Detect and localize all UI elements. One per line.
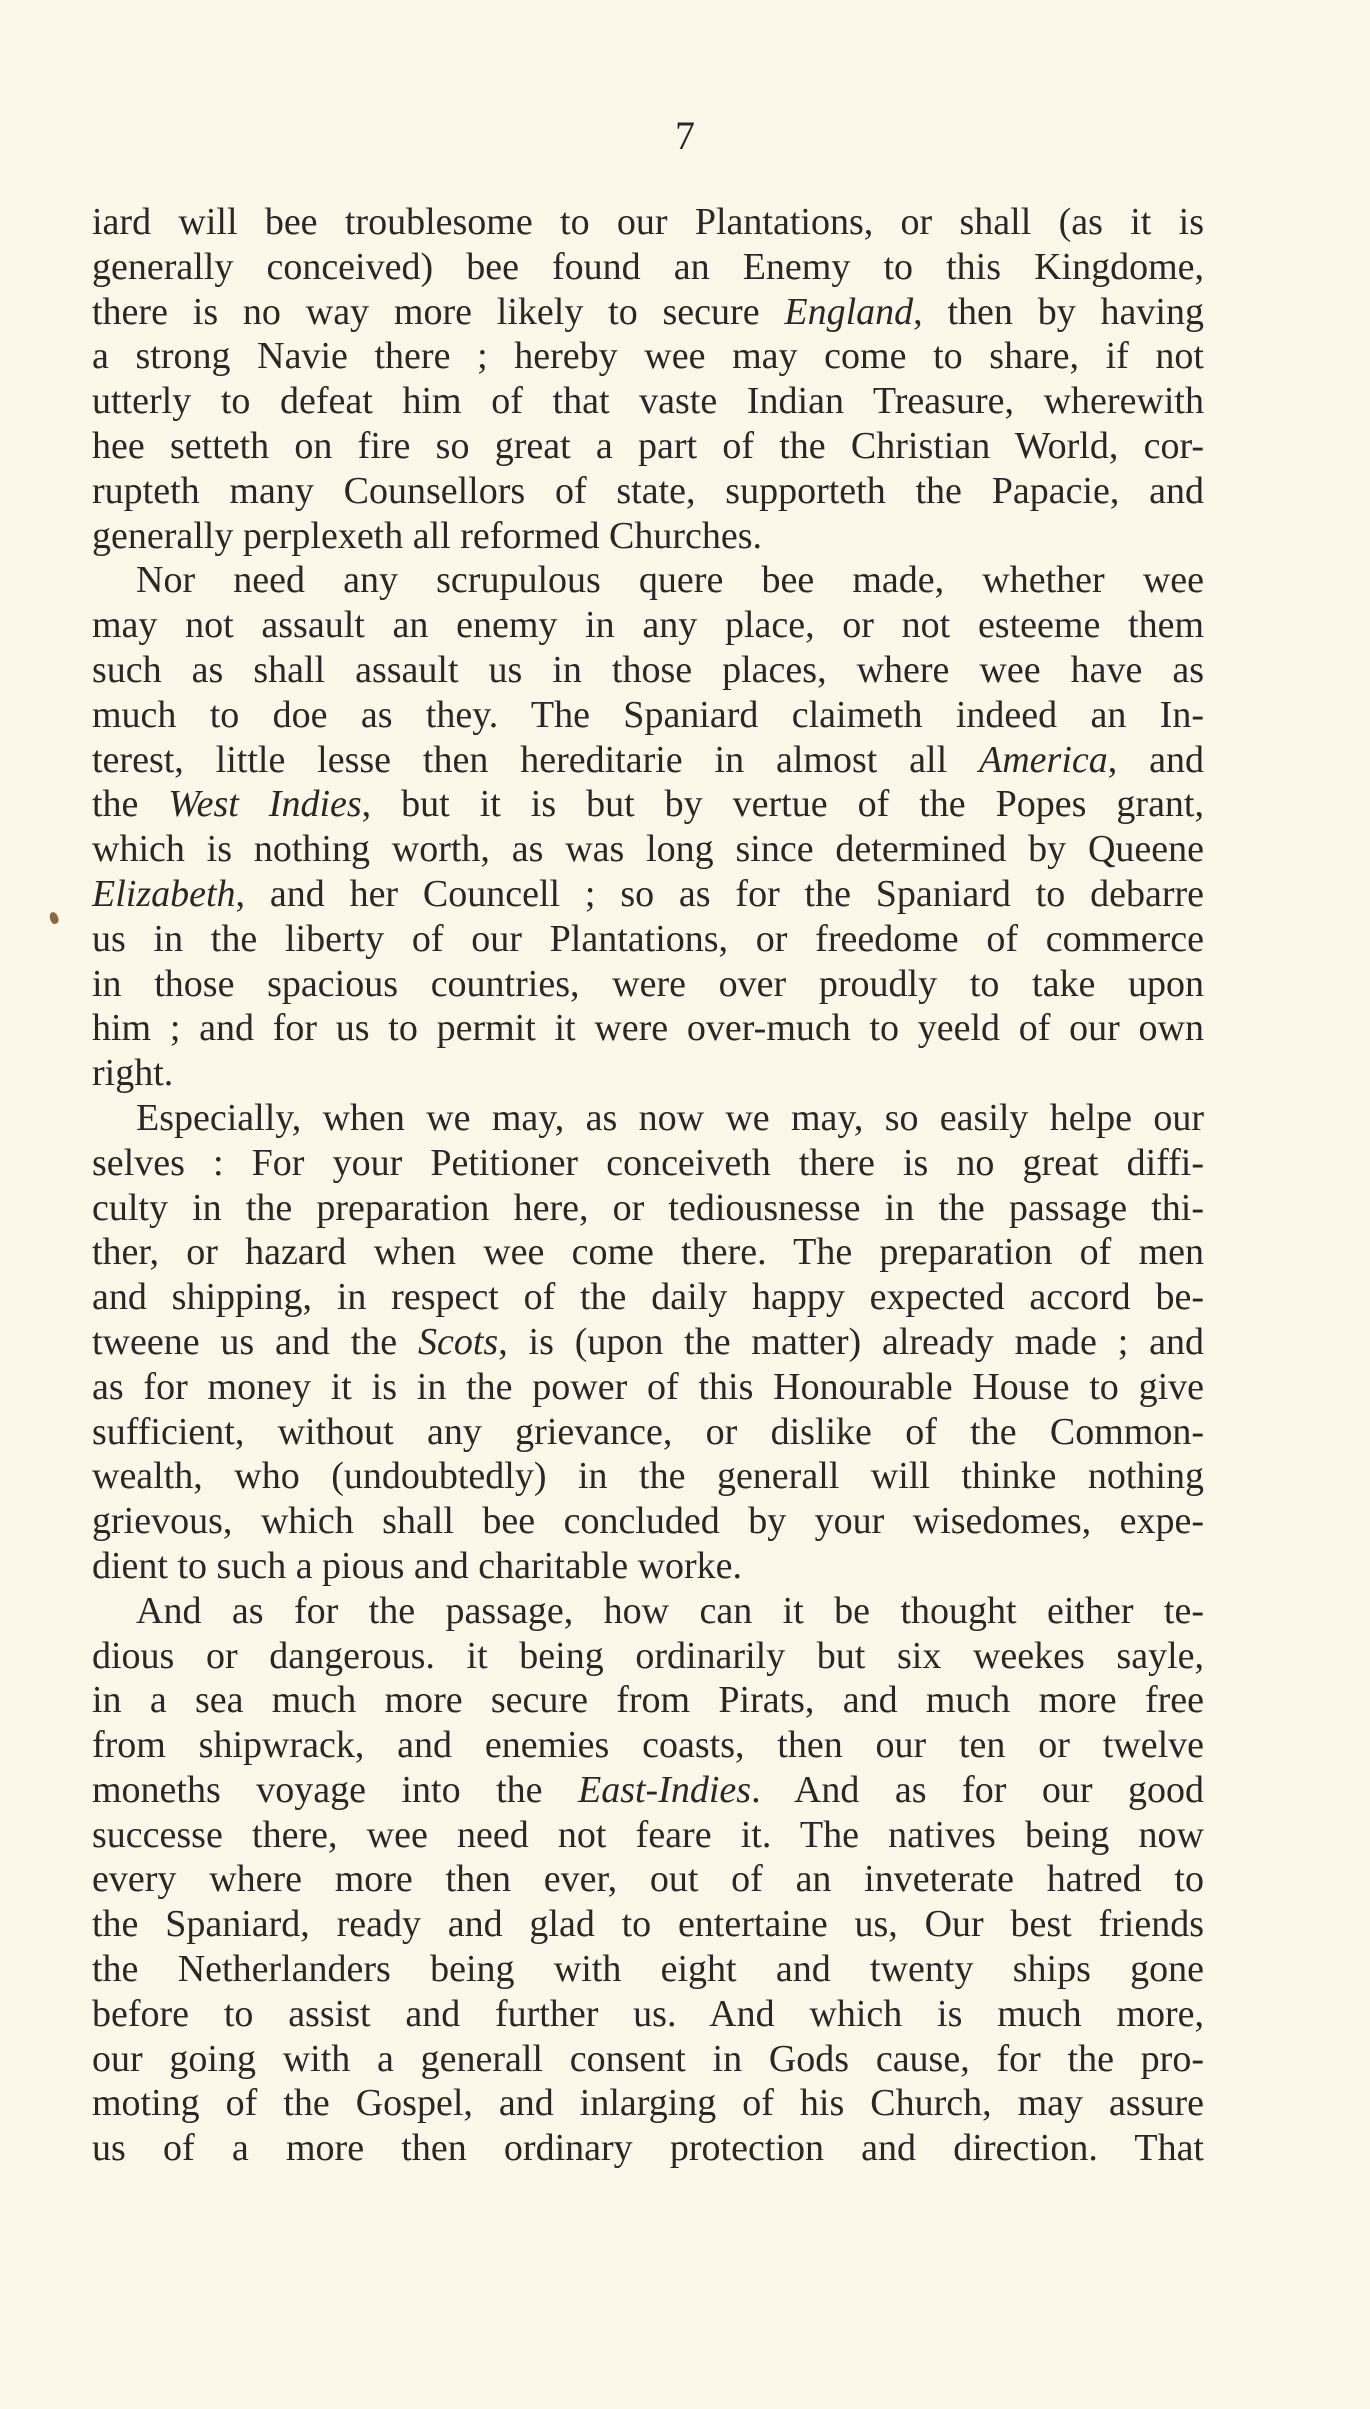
page-number: 7 <box>675 113 695 158</box>
text-segment: such as shall assault us in those places, where wee have as <box>92 648 1204 691</box>
text-line <box>92 1320 1204 1365</box>
text-line <box>92 1723 1204 1768</box>
text-segment: in those spacious countries, were over proudly to take upon <box>92 962 1204 1005</box>
text-segment: and shipping, in respect of the daily happy expected accord be- <box>92 1276 1204 1319</box>
text-segment: every where more then ever, out of an inveterate hatred to <box>92 1858 1204 1901</box>
text-segment: sufficient, without any grievance, or dislike of the Common- <box>92 1410 1204 1453</box>
text-segment: And as for the passage, how can it be thought either te- <box>136 1589 1204 1632</box>
text-segment: may not assault an enemy in any place, or not esteeme them <box>92 604 1204 647</box>
text-line <box>92 1768 1204 1813</box>
text-segment: ther, or hazard when wee come there. The preparation of men <box>92 1231 1204 1274</box>
text-segment: tweene us and the <box>92 1320 418 1363</box>
text-line <box>92 200 1204 245</box>
text-segment: us in the liberty of our Plantations, or freedome of commerce <box>92 917 1204 960</box>
text-line <box>92 245 1204 290</box>
text-line <box>92 1678 1204 1723</box>
italic-text: England <box>784 290 914 333</box>
text-line <box>92 1544 1204 1589</box>
text-line <box>92 693 1204 738</box>
text-segment: us of a more then ordinary protection and direction. That <box>92 2127 1204 2170</box>
text-segment: Nor need any scrupulous quere bee made, whether wee <box>136 559 1204 602</box>
text-segment: , and her Councell ; so as for the Spaniard to debarre <box>235 872 1204 915</box>
text-segment: there is no way more likely to secure <box>92 290 785 333</box>
text-line <box>92 1365 1204 1410</box>
text-line <box>92 962 1204 1007</box>
text-line <box>92 1992 1204 2037</box>
text-line <box>92 1634 1204 1679</box>
text-segment: successe there, wee need not feare it. The natives being now <box>92 1813 1204 1856</box>
text-line <box>92 1051 1204 1096</box>
text-line <box>92 1006 1204 1051</box>
text-segment: Especially, when we may, as now we may, so easily helpe our <box>136 1096 1204 1139</box>
text-segment: generally conceived) bee found an Enemy to this Kingdome, <box>92 245 1204 288</box>
text-line <box>92 290 1204 335</box>
text-segment: moneths voyage into the <box>92 1768 578 1811</box>
text-line <box>92 2081 1204 2126</box>
italic-text: East-Indies <box>578 1768 752 1811</box>
text-segment: a strong Navie there ; hereby wee may come to share, if not <box>92 335 1204 378</box>
text-line <box>92 1947 1204 1992</box>
text-segment: iard will bee troublesome to our Plantations, or shall (as it is <box>92 201 1204 243</box>
text-line <box>92 469 1204 514</box>
text-line <box>92 2126 1204 2171</box>
text-line <box>92 1857 1204 1902</box>
body-text <box>92 200 1204 2171</box>
text-line <box>92 1454 1204 1499</box>
text-line <box>92 603 1204 648</box>
text-line <box>92 827 1204 872</box>
text-line <box>92 782 1204 827</box>
text-segment: wealth, who (undoubtedly) in the generall will thinke nothing <box>92 1455 1204 1498</box>
text-segment: culty in the preparation here, or tediousnesse in the passage thi- <box>92 1186 1204 1229</box>
margin-ink-mark <box>48 911 60 925</box>
text-segment: . And as for our good <box>751 1768 1204 1811</box>
text-segment: terest, little lesse then hereditarie in almost all <box>92 738 980 781</box>
text-line <box>92 379 1204 424</box>
text-line <box>92 1096 1204 1141</box>
text-line <box>92 1275 1204 1320</box>
text-line <box>92 1589 1204 1634</box>
text-segment: , is (upon the matter) already made ; and <box>498 1320 1204 1363</box>
text-segment: dious or dangerous. it being ordinarily but six weekes sayle, <box>92 1634 1204 1677</box>
italic-text: Elizabeth <box>92 872 236 915</box>
text-segment: the Spaniard, ready and glad to entertaine us, Our best friends <box>92 1903 1204 1946</box>
text-line <box>92 1410 1204 1455</box>
text-segment: , then by having <box>913 290 1204 333</box>
text-line <box>92 872 1204 917</box>
text-segment: the Netherlanders being with eight and twenty ships gone <box>92 1948 1204 1991</box>
text-segment: in a sea much more secure from Pirats, and much more free <box>92 1679 1204 1722</box>
text-line <box>92 1230 1204 1275</box>
text-segment: from shipwrack, and enemies coasts, then our ten or twelve <box>92 1724 1204 1767</box>
text-line <box>92 917 1204 962</box>
text-segment: which is nothing worth, as was long since determined by Queene <box>92 828 1204 871</box>
text-segment: hee setteth on fire so great a part of the Christian World, cor- <box>92 424 1204 467</box>
text-segment: right. <box>92 1052 174 1095</box>
text-line <box>92 1902 1204 1947</box>
text-segment: moting of the Gospel, and inlarging of his Church, may assure <box>92 2082 1204 2125</box>
text-segment: our going with a generall consent in Gods cause, for the pro- <box>92 2037 1204 2080</box>
text-segment: , and <box>1107 738 1205 781</box>
text-segment: , but it is but by vertue of the Popes grant, <box>361 783 1204 826</box>
text-line <box>92 1186 1204 1231</box>
text-line <box>92 514 1204 559</box>
text-segment: as for money it is in the power of this Honourable House to give <box>92 1365 1204 1408</box>
text-line <box>92 424 1204 469</box>
text-line <box>92 1813 1204 1858</box>
text-segment: before to assist and further us. And which is much more, <box>92 1992 1204 2035</box>
text-segment: generally perplexeth all reformed Churches. <box>92 514 762 557</box>
italic-text: West Indies <box>168 783 362 826</box>
text-segment: selves : For your Petitioner conceiveth there is no great diffi- <box>92 1141 1204 1184</box>
text-line <box>92 334 1204 379</box>
text-segment: dient to such a pious and charitable worke. <box>92 1544 743 1587</box>
italic-text: America <box>979 738 1108 781</box>
text-segment: utterly to defeat him of that vaste Indian Treasure, wherewith <box>92 380 1204 423</box>
text-segment: grievous, which shall bee concluded by your wisedomes, expe- <box>92 1500 1204 1543</box>
text-line <box>92 648 1204 693</box>
text-line <box>92 2037 1204 2082</box>
text-line <box>92 1141 1204 1186</box>
text-segment: him ; and for us to permit it were over-much to yeeld of our own <box>92 1007 1204 1050</box>
text-line <box>92 558 1204 603</box>
text-line <box>92 738 1204 783</box>
text-segment: rupteth many Counsellors of state, supporteth the Papacie, and <box>92 469 1204 512</box>
text-segment: much to doe as they. The Spaniard claimeth indeed an In- <box>92 693 1204 736</box>
italic-text: Scots <box>417 1320 499 1363</box>
text-line <box>92 1499 1204 1544</box>
text-segment: the <box>92 783 169 826</box>
